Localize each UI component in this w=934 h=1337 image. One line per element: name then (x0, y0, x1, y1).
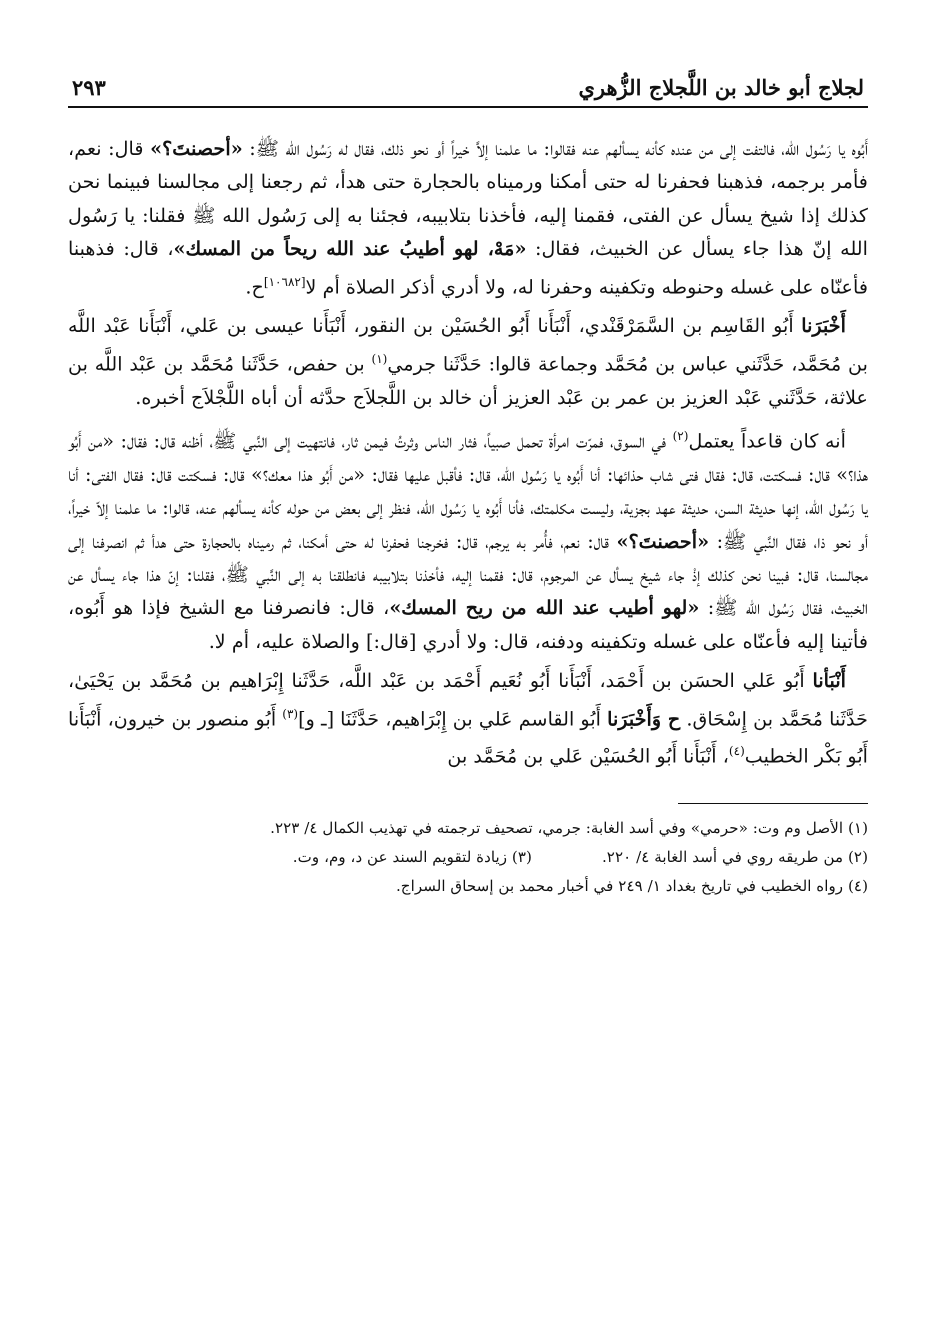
text-run: في السوق، فمرّت امرأة تحمل صبياً، فثار الناس وثرتُ فيمن ثار، فانتهيت إلى النَّبي ﷺ، أظنه قال: فقال: «من أَبُو هذا؟» قال: فسكتت، قال: فقال فتى شاب حذائها: أنا أَبُوه يا رَسُول الله، قال: فأقبل عليها فقال: «من أَبُو هذا معك؟» قال: فسكتت قال: فقال الفتى: أنا يا رَسُول الله، إنها حديثة السن، حديثة عهد بجزية، وليست مكلمتك، فأنا أَبُوه يا رَسُول الله، فنظر إلى بعض من حوله كأنه يسألهم عنه، قالوا: ما علمنا إلاّ خيراً، أو نحو ذا، فقال النَّبي ﷺ: (68, 429, 868, 553)
isnad-lead: أَنْبَأنا (812, 669, 846, 693)
text-run: أَبُو القَاسِم بن السَّمَرْقَنْدي، أَنْبَأَنا أَبُو الحُسَيْن بن النقور، أَنْبَأَنا عيسى بن عَلي، أَنْبَأَنا عَبْد اللَّه بن مُحَمَّد، حَدَّثَني عباس بن مُحَمَّد وجماعة قالوا: حَدَّثَنا جرمي (68, 314, 869, 376)
paragraph-1 (68, 132, 868, 303)
text-run: أنه كان قاعداً يعتمل (688, 429, 846, 453)
paragraph-4 (68, 664, 868, 773)
footnote-ref[interactable]: (٣) (282, 706, 299, 721)
running-title: لجلاج أبو خالد بن اللَّجلاج الزُّهري (578, 75, 864, 100)
paragraph-3 (68, 420, 868, 658)
text-run: أَبُو عَلي الحسَن بن أَحْمَد، أَنْبَأَنا أَبُو نُعَيم أَحْمَد بن عَبْد اللَّه، حَدَّثَنا إِبْرَاهيم بن مُحَمَّد بن يَحْيَىٰ، حَدَّثَنا مُحَمَّد بن إِسْحَاق. (68, 669, 868, 731)
text-run: قال: نعم، فأمر برجمه، فذهبنا فحفرنا له حتى أمكنا ورميناه بالحجارة حتى هدأ، ثم رجعنا إلى مجالسنا فبينما نحن كذلك إذا شيخ يسأل عن الفتى، فقمنا إليه، فأخذنا بتلابيبه، فجئنا به إلى رَسُول الله ﷺ فقلنا: يا رَسُول الله إنّ هذا جاء يسأل عن الخبيث، فقال: (68, 137, 868, 261)
text-run: ، أَنْبَأَنا أَبُو الحُسَيْن عَلي بن مُحَمَّد بن (447, 744, 729, 768)
page-header (68, 64, 868, 108)
text-run: قال: نعم، فأُمر به يرجم، قال: فخرجنا فحفرنا له حتى أمكنا، ثم رميناه بالحجارة حتى هدأ ثم انصرفنا إلى مجالسنا، قال: فبينا نحن كذلك إذْ جاء شيخ يسأل عن المرجوم، قال: فقمنا إليه، فأخذنا بتلابيبه فانطلقنا به إلى النَّبي ﷺ، فقلنا: إنّ هذا جاء يسأل عن الخبيث، فقال رَسُول الله ﷺ: (68, 529, 868, 620)
footnote-3: (٣) زيادة لتقويم السند عن د، وم، وت. (292, 848, 532, 867)
quote-run: «أحصنتَ؟» (150, 137, 243, 160)
text-run: ، قال: فانصرفنا مع الشيخ فإذا هو أَبُوه، فأتينا إليه فأعنّاه على غسله وتكفينه ودفنه، قال: ولا أدري [قال:] والصلاة عليه، أم لا. (68, 596, 868, 653)
text-run: أَبُوه يا رَسُول الله، فالتفت إلى من عنده كأنه يسألهم عنه فقالوا: ما علمنا إلاَّ خيراً أو نحو ذلك، فقال له رَسُول الله ﷺ: (242, 137, 869, 160)
footnote-divider (678, 803, 868, 804)
footnote-2: (٢) من طريقه روي في أسد الغابة ٤/ ٢٢٠. (601, 848, 868, 867)
page-number: ٢٩٣ (72, 75, 106, 100)
quote-run: «أحصنتَ؟» (616, 529, 710, 553)
isnad-lead: أَخْبَرَنا (801, 314, 846, 338)
text-run: ، قال: فذهبنا فأعنّاه على غسله وحنوطه وتكفينه وحفرنا له، ولا أدري أذكر الصلاة أم لا (68, 237, 868, 299)
footnote-1: (١) الأصل وم وت: «حرمي» وفي أسد الغابة: جرمي، تصحيف ترجمته في تهذيب الكمال ٤/ ٢٢٣. (270, 819, 868, 838)
footnote-row (68, 843, 868, 872)
text-run: أَبُو القاسم عَلي بن إِبْرَاهيم، حَدَّثَنَا [ـ و] (298, 707, 608, 731)
text-run: ح. (245, 275, 264, 299)
footnote-ref[interactable]: (٤) (728, 744, 745, 759)
footnote-ref[interactable]: (٢) (672, 429, 689, 444)
hadith-number: [١٠٦٨٢] (263, 274, 306, 289)
footnotes (68, 814, 868, 901)
paragraph-2 (68, 309, 868, 414)
footnote-ref[interactable]: (١) (371, 351, 388, 366)
quote-run: «لهو أطيب عند الله من ريح المسك» (389, 596, 700, 620)
footnote-4: (٤) رواه الخطيب في تاريخ بغداد ١/ ٢٤٩ في أخبار محمد بن إسحاق السراج. (395, 877, 868, 896)
main-text (68, 132, 868, 773)
text-run: بن حفص، حَدَّثَنا مُحَمَّد بن عَبْد اللَّه بن علاثة، حَدَّثَني عَبْد العزيز بن عمر بن عَبْد العزيز أن خالد بن اللَّجلاَج حدَّثه أن أباه اللَّجْلاَج أخبره. (68, 352, 868, 409)
quote-run: «مَهْ، لهو أطيبُ عند الله ريحاً من المسك» (173, 237, 527, 261)
isnad-lead: ح وَأَخْبَرَنا (607, 707, 681, 731)
text-run: أَبُو منصور بن خيرون، أَنْبَأَنا أَبُو بَكْر الخطيب (68, 707, 868, 768)
